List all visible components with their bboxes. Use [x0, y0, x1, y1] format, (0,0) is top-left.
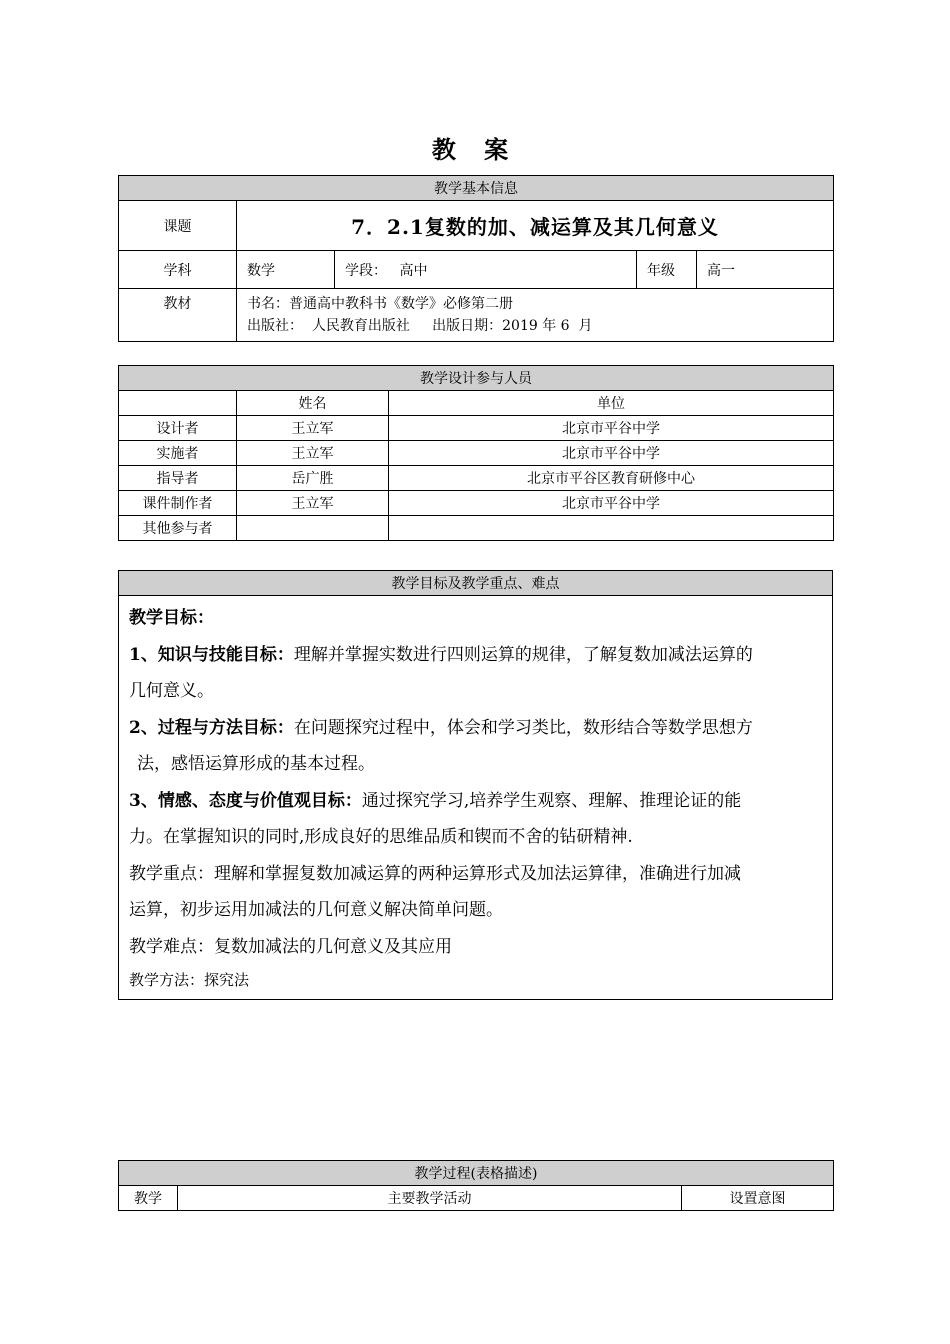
participants-header: 教学设计参与人员: [119, 366, 834, 391]
key-point: 教学重点：理解和掌握复数加减运算的两种运算形式及加法运算律，准确进行加减: [129, 863, 741, 884]
goal-3-text-cont: 力。在掌握知识的同时,形成良好的思维品质和锲而不舍的钻研精神.: [129, 827, 633, 847]
stage-cell: [335, 251, 637, 289]
topic-value: 7．2.1复数的加、减运算及其几何意义: [237, 201, 834, 251]
name-cell: [237, 516, 389, 541]
role-cell: 指导者: [119, 466, 237, 491]
goals-table: [118, 570, 833, 1000]
goal-2-text-cont: 法，感悟运算形成的基本过程。: [137, 754, 375, 774]
goal-1-text: 理解并掌握实数进行四则运算的规律，了解复数加减法运算的: [293, 644, 753, 665]
table-row: [119, 491, 834, 516]
goal-title: 教学目标：: [129, 608, 214, 628]
role-cell: 其他参与者: [119, 516, 237, 541]
unit-cell: 北京市平谷区教育研修中心: [389, 466, 834, 491]
stage-value: 高中: [399, 262, 428, 279]
goals-content: [119, 596, 833, 1000]
process-table: [118, 1160, 834, 1211]
textbook-info: [237, 289, 834, 342]
subject-label: 学科: [119, 251, 237, 289]
unit-cell: [389, 516, 834, 541]
role-cell: 课件制作者: [119, 491, 237, 516]
grade-value: 高一: [697, 251, 834, 289]
participants-table: [118, 365, 834, 541]
subject-value: 数学: [237, 251, 335, 289]
goal-2-label: 2、过程与方法目标：: [129, 717, 294, 738]
textbook-label: 教材: [119, 289, 237, 342]
topic-label: 课题: [119, 201, 237, 251]
process-header: 教学过程(表格描述): [119, 1161, 834, 1186]
goal-3-label: 3、情感、态度与价值观目标：: [129, 790, 362, 811]
process-col-1: 教学: [119, 1186, 178, 1211]
textbook-line-1: 书名：普通高中教科书《数学》必修第二册: [247, 296, 513, 312]
name-cell: 岳广胜: [237, 466, 389, 491]
goal-1-label: 1、知识与技能目标：: [129, 644, 294, 665]
table-row: [119, 516, 834, 541]
unit-cell: 北京市平谷中学: [389, 491, 834, 516]
name-cell: 王立军: [237, 491, 389, 516]
table-row: [119, 466, 834, 491]
document-title: 教 案: [431, 135, 519, 164]
key-point-cont: 运算，初步运用加减法的几何意义解决简单问题。: [129, 900, 503, 920]
role-cell: 实施者: [119, 441, 237, 466]
role-cell: 设计者: [119, 416, 237, 441]
table-row: [119, 441, 834, 466]
goal-1-text-cont: 几何意义。: [129, 681, 214, 701]
table-row: [119, 416, 834, 441]
participants-corner: [119, 391, 237, 416]
process-col-3: 设置意图: [682, 1186, 834, 1211]
name-cell: 王立军: [237, 416, 389, 441]
teaching-method: 教学方法：探究法: [129, 971, 250, 989]
textbook-line-2: 出版社： 人民教育出版社 出版日期：2019 年 6 月: [247, 318, 593, 334]
col-unit-header: 单位: [389, 391, 834, 416]
difficulty: 教学难点：复数加减法的几何意义及其应用: [129, 936, 452, 957]
stage-label: 学段：: [345, 262, 387, 279]
unit-cell: 北京市平谷中学: [389, 441, 834, 466]
unit-cell: 北京市平谷中学: [389, 416, 834, 441]
goal-3-text: 通过探究学习,培养学生观察、理解、推理论证的能: [361, 790, 742, 811]
col-name-header: 姓名: [237, 391, 389, 416]
basic-info-header: 教学基本信息: [119, 176, 834, 201]
goal-2-text: 在问题探究过程中，体会和学习类比，数形结合等数学思想方: [293, 717, 753, 738]
grade-label: 年级: [637, 251, 697, 289]
name-cell: 王立军: [237, 441, 389, 466]
goals-header: 教学目标及教学重点、难点: [119, 571, 833, 596]
process-col-2: 主要教学活动: [178, 1186, 682, 1211]
basic-info-table: [118, 175, 834, 342]
